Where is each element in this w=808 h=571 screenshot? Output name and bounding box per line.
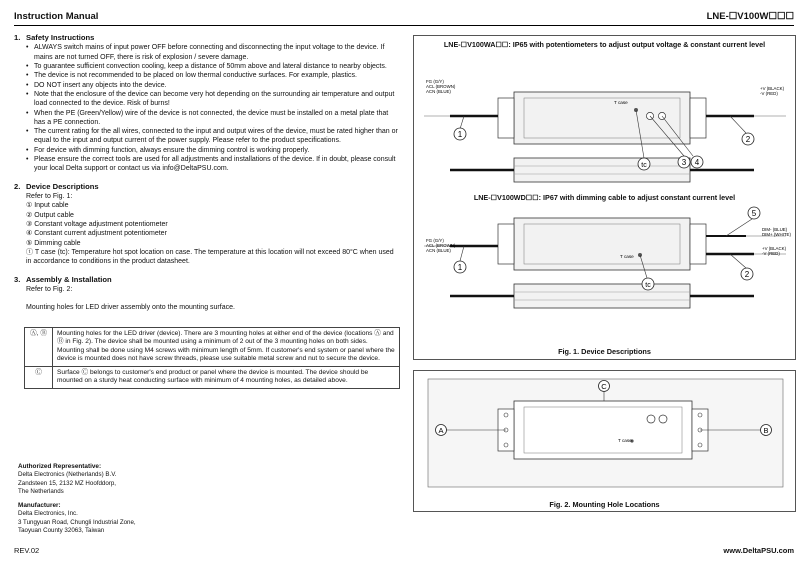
svg-text:B: B [763,426,769,435]
dim-wire-label: DIM+ (WHITE) [762,232,791,237]
page-footer [14,546,794,555]
manufacturer-title: Manufacturer: [18,502,61,509]
left-column [14,33,400,389]
assembly-heading: 3. Assembly & Installation [14,274,112,284]
callout-tc [638,158,650,170]
figure-1-panel [413,35,796,360]
callout-1 [454,128,466,140]
svg-text:5: 5 [751,209,757,218]
table-cell: Mounting holes for the LED driver (device). There are 3 mounting holes at either end of the device (locations Ⓐ and Ⓑ in Fig. 2). The device shall be mounted using a minimum of 2 out of the 3 mounting holes on both sides. Mounting shall be done using M4 screws with minimum length of 5mm. If customer's end system or panel where the device is mounted does not have screw threads, please use suitable metal screw and nut to secure the device. [53,327,400,366]
table-row [25,366,400,388]
manufacturer-block [18,502,136,535]
device-drawings [414,36,797,341]
dim-wire-label: DIM- (BLUE) [762,227,788,232]
list-item: ⑤ Dimming cable [26,239,81,247]
input-wire-label: FG (G/Y) [426,79,444,84]
svg-text:tc: tc [645,282,651,289]
input-wire-label: ACN (BLUE) [426,248,451,253]
tcase-label: T case [614,100,628,105]
refer-text: Refer to Fig. 2: [26,285,73,293]
list-item: • The current rating for the all wires, connected to the input and output wires of the device, must be rated higher than or equal to the input and output current of the power supply. Please refer to the product specifications. [34,127,400,146]
mounting-table [24,327,400,389]
safety-heading: 1. Safety Instructions [14,33,95,42]
table-row [25,327,400,366]
list-item: ⓣ T case (tc): Temperature hot spot location on case. The temperature at this location will not exceed 80°C when used in accordance to conditions in the product datasheet. [26,248,394,266]
list-item: • The device is not recommended to be placed on low thermal conductive surfaces. For example, plastics. [34,71,400,80]
assembly-block [14,285,400,313]
mounting-drawing [414,371,797,495]
table-key: Ⓐ, Ⓑ [25,327,53,366]
assembly-intro: Mounting holes for LED driver assembly onto the mounting surface. [26,304,235,312]
svg-text:2: 2 [745,135,751,144]
callout-1 [454,261,466,273]
fig2-caption: Fig. 2. Mounting Hole Locations [549,500,660,509]
svg-text:C: C [601,382,607,391]
output-wire-label: +V (BLACK) [762,246,787,251]
fig1-top-title: LNE-☐V100WA☐☐: IP65 with potentiometers to adjust output voltage & constant current level [443,40,766,49]
tcase-label: T case [618,438,632,443]
svg-text:A: A [438,426,444,435]
output-wire-label: -V (RED) [760,91,778,96]
callout-4 [691,156,703,168]
figure-2-panel [413,370,796,512]
page-header [14,10,794,26]
list-item: • To guarantee sufficient convection cooling, keep a distance of 50mm above and lateral distance to nearby objects. [34,62,400,71]
output-wire-label: -V (RED) [762,251,780,256]
callout-5 [748,207,760,219]
label-c [599,381,610,392]
input-wire-label: ACN (BLUE) [426,89,451,94]
svg-text:2: 2 [744,270,750,279]
list-item: • Please ensure the correct tools are used for all adjustments and installations of the device. If in doubt, please consult your local Delta support or contact us via info@DeltaPSU.com. [34,155,400,174]
list-item: ① Input cable [26,202,69,210]
fig1-caption: Fig. 1. Device Descriptions [558,347,651,356]
manual-title: Instruction Manual [14,11,99,23]
driver-body [498,401,708,459]
address-line: Delta Electronics, Inc. [18,510,78,518]
callout-3 [678,156,690,168]
list-item: ③ Constant voltage adjustment potentiometer [26,221,168,229]
input-wire-label: ACL (BROWN) [426,243,456,248]
svg-text:1: 1 [457,263,463,272]
svg-text:4: 4 [694,158,700,167]
svg-text:tc: tc [641,162,647,169]
output-wire-label: +V (BLACK) [760,86,785,91]
table-key: Ⓒ [25,366,53,388]
address-line: Taoyuan County 32063, Taiwan [18,526,105,534]
address-line: Zandsteen 15, 2132 MZ Hoofddorp, [18,479,117,487]
address-line: 3 Tungyuan Road, Chungli Industrial Zone, [18,518,136,526]
driver-top-view-b [424,218,786,270]
address-line: Delta Electronics (Netherlands) B.V. [18,471,117,479]
label-a [436,425,447,436]
tcase-label: T case [620,254,634,259]
representative-title: Authorized Representative: [18,463,102,470]
list-item: • When the PE (Green/Yellow) wire of the device is not connected, the device must be installed on a metal plate that has a PE connection. [34,109,400,128]
website-link[interactable]: www.DeltaPSU.com [723,546,794,555]
driver-side-view-a [450,158,754,182]
fig1-bottom-title: LNE-☐V100WD☐☐: IP67 with dimming cable to adjust constant current level [473,193,736,202]
driver-side-view-b [450,284,754,308]
list-item: • Note that the enclosure of the device can become very hot depending on the surrounding air temperature and output load connected to the device. Risk of burns! [34,90,400,109]
list-item: ④ Constant current adjustment potentiometer [26,230,167,238]
list-item: • ALWAYS switch mains of input power OFF before connecting and disconnecting the input voltage to the device. If mains are not turned OFF, there is risk of explosion / severe damage. [34,43,400,62]
callout-2 [742,133,754,145]
descriptions-heading: 2. Device Descriptions [14,181,99,191]
list-item: ② Output cable [26,211,74,219]
revision: REV.02 [14,546,40,555]
svg-text:3: 3 [681,158,687,167]
refer-text: Refer to Fig. 1: [26,193,73,201]
list-item: • DO NOT insert any objects into the device. [34,81,400,90]
address-line: The Netherlands [18,487,64,495]
descriptions-block [14,192,400,266]
table-cell: Surface Ⓒ belongs to customer's end product or panel where the device is mounted. The device should be mounted on a sturdy heat conducting surface with minimum of 4 mounting holes, as detailed above. [53,366,400,388]
callout-tc [642,278,654,290]
input-wire-label: ACL (BROWN) [426,84,456,89]
model-name: LNE-☐V100W☐☐☐ [706,11,794,23]
list-item: • For device with dimming function, always ensure the dimming control is working properly. [34,146,400,155]
input-wire-label: FG (G/Y) [426,238,444,243]
representative-block [18,463,116,496]
label-b [761,425,772,436]
safety-list [14,43,400,173]
callout-2 [741,268,753,280]
svg-text:1: 1 [457,130,463,139]
